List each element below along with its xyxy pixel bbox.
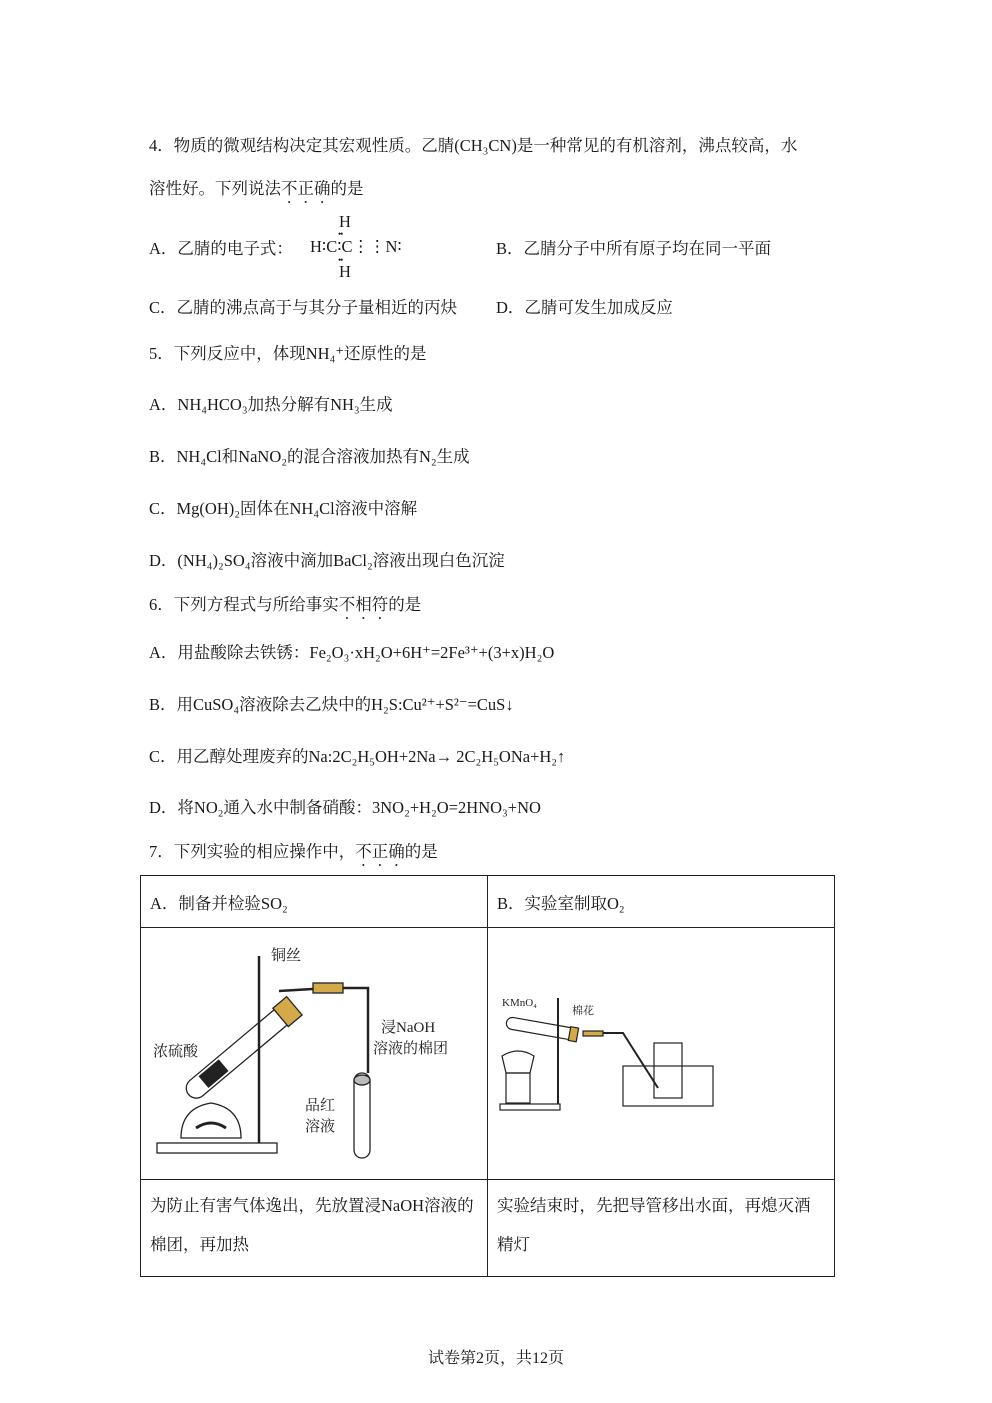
- rubber-tube: [583, 1031, 603, 1036]
- label-dye-1: 品红: [305, 1098, 336, 1114]
- dye-test-tube: [354, 1073, 370, 1158]
- q6-option-d: D．将NO₂通入水中制备硝酸：3NO₂+H₂O=2HNO₃+NO: [149, 798, 541, 817]
- label-reagent: KMnO₄: [502, 997, 538, 1009]
- q6-stem-text-end: 的是: [388, 595, 422, 614]
- label-acid: 浓硫酸: [153, 1044, 199, 1060]
- delivery-tube: [343, 988, 368, 1073]
- label-cotton: 棉花: [572, 1005, 594, 1017]
- test-tube: [505, 1016, 578, 1042]
- q4-stem-text: 溶性好。下列说法: [149, 179, 281, 198]
- q4-option-c: C．乙腈的沸点高于与其分子量相近的丙炔: [149, 298, 458, 317]
- formula-top-h: H: [339, 212, 351, 231]
- rubber-tube: [313, 983, 343, 993]
- q6-stem-text: 6．下列方程式与所给事实: [149, 595, 339, 614]
- formula-bottom-h: H: [339, 262, 351, 281]
- formula-main: H∶C∶C⋮⋮N∶: [310, 237, 402, 256]
- q7-stem-text-end: 的是: [404, 842, 438, 861]
- label-cotton-2: 溶液的棉团: [373, 1041, 449, 1057]
- stand-base: [157, 1143, 277, 1153]
- q7-a-diagram: [141, 928, 488, 1180]
- q7-a-header: A．制备并检验SO₂: [141, 876, 488, 928]
- q6-option-b: B．用CuSO₄溶液除去乙炔中的H₂S:Cu²⁺+S²⁻=CuS↓: [149, 695, 514, 714]
- q5-option-c: C．Mg(OH)₂固体在NH₄Cl溶液中溶解: [149, 499, 418, 518]
- q4-option-d: D．乙腈可发生加成反应: [496, 298, 673, 317]
- naoh-cotton: [354, 1075, 370, 1085]
- q4-stem-line2: [149, 178, 364, 207]
- q7-stem: [149, 841, 438, 870]
- q7-stem-text: 7．下列实验的相应操作中，: [149, 842, 356, 861]
- block: [506, 1073, 530, 1103]
- q4-stem-emphasis: 不正确: [281, 179, 331, 198]
- test-tube: [181, 997, 302, 1104]
- q5-option-d: D．(NH₄)₂SO₄溶液中滴加BaCl₂溶液出现白色沉淀: [149, 551, 505, 570]
- q6-option-c: C．用乙醇处理废弃的Na:2C₂H₅OH+2Na→ 2C₂H₅ONa+H₂↑: [149, 747, 566, 766]
- so2-apparatus-diagram: [141, 928, 487, 1174]
- q4-option-a: A．乙腈的电子式：: [149, 239, 293, 258]
- q6-stem-emphasis: 不相符: [338, 595, 389, 614]
- label-copper-wire: 铜丝: [271, 948, 302, 964]
- water-trough: [623, 1066, 713, 1106]
- q6-stem: [149, 594, 421, 623]
- q6-option-a: A．用盐酸除去铁锈：Fe₂O₃·xH₂O+6H⁺=2Fe³⁺+(3+x)H₂O: [149, 643, 555, 662]
- q5-stem: 5．下列反应中，体现NH₄⁺还原性的是: [149, 344, 427, 363]
- q4-stem-line1: 4．物质的微观结构决定其宏观性质。乙腈(CH₃CN)是一种常见的有机溶剂，沸点较高，水: [149, 136, 798, 155]
- q5-option-b: B．NH₄Cl和NaNO₂的混合溶液加热有N₂生成: [149, 447, 470, 466]
- q7-options-table: [140, 875, 835, 1277]
- q7-b-text: 实验结束时，先把导管移出水面，再熄灭酒精灯: [488, 1180, 835, 1277]
- q5-option-a: A．NH₄HCO₃加热分解有NH₃生成: [149, 395, 393, 414]
- q4-stem-text-end: 的是: [330, 179, 364, 198]
- q7-b-header: B．实验室制取O₂: [488, 876, 835, 928]
- q4-option-b: B．乙腈分子中所有原子均在同一平面: [496, 239, 772, 258]
- stand-base: [500, 1104, 560, 1110]
- alcohol-lamp: [502, 1051, 534, 1073]
- q7-b-diagram: [488, 928, 835, 1180]
- wick: [196, 1123, 226, 1128]
- gas-bottle: [654, 1043, 682, 1098]
- o2-apparatus-diagram: [488, 928, 834, 1174]
- label-cotton-1: 浸NaOH: [381, 1020, 436, 1036]
- delivery-tube: [603, 1033, 658, 1088]
- formula-bottom-dots: ••: [338, 255, 343, 265]
- electron-formula: [310, 214, 430, 282]
- formula-top-dots: ••: [338, 229, 343, 239]
- label-dye-2: 溶液: [305, 1119, 336, 1135]
- q7-stem-emphasis: 不正确: [355, 842, 405, 861]
- q7-a-text: 为防止有害气体逸出，先放置浸NaOH溶液的棉团，再加热: [141, 1180, 488, 1277]
- alcohol-lamp: [181, 1103, 241, 1138]
- page-footer: 试卷第2页，共12页: [427, 1350, 564, 1367]
